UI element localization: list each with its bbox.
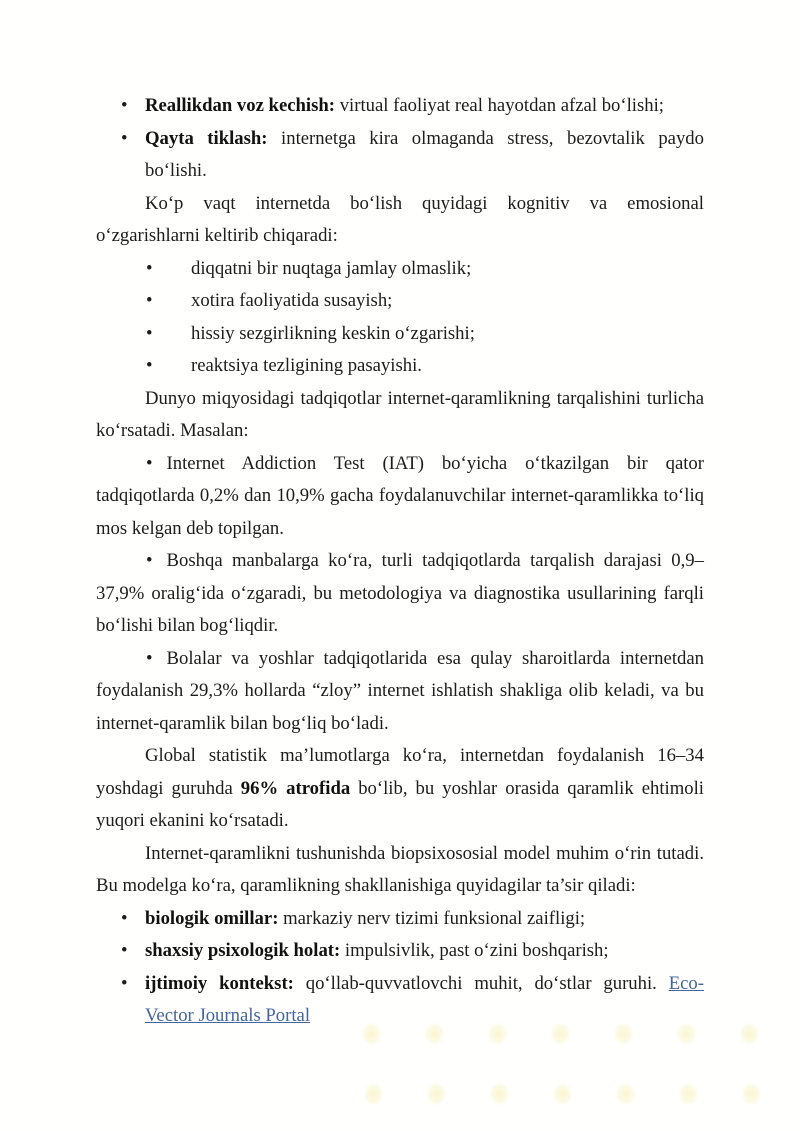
bullet-text: virtual faoliyat real hayotdan afzal bo‘lishi; <box>335 95 664 116</box>
paragraph-boshqa <box>96 545 704 643</box>
paragraph-iat <box>96 448 704 546</box>
bullet-text: hissiy sezgirlikning keskin o‘zgarishi; <box>191 322 475 344</box>
bullet-text: impulsivlik, past o‘zini boshqarish; <box>340 940 609 961</box>
list-item <box>96 968 704 1033</box>
bottom-bullet-list <box>96 903 704 1033</box>
list-item <box>96 90 704 123</box>
list-item <box>96 350 704 383</box>
bullet-marker: • <box>146 322 153 344</box>
list-item <box>96 935 704 968</box>
sub-bullet-list <box>96 253 704 383</box>
bullet-marker: • <box>121 907 128 929</box>
top-bullet-list <box>96 90 704 188</box>
list-item <box>96 285 704 318</box>
paragraph-bolalar <box>96 643 704 741</box>
list-item <box>96 903 704 936</box>
bullet-marker: • <box>146 647 153 669</box>
bullet-text: Boshqa manbalarga ko‘ra, turli tadqiqotlarda tarqalish darajasi 0,9–37,9% oralig‘ida o‘zgaradi, bu metodologiya va diagnostika usullarining farqli bo‘lishi bilan bog‘liqdir. <box>96 550 704 636</box>
bullet-term: Reallikdan voz kechish: <box>145 95 336 116</box>
bullet-marker: • <box>146 550 153 571</box>
bullet-text: reaktsiya tezligining pasayishi. <box>191 355 422 376</box>
bullet-marker: • <box>121 972 128 994</box>
scan-artifact-row <box>342 1072 787 1118</box>
bullet-term: biologik omillar: <box>145 907 279 929</box>
paragraph-text: bo‘lib, bu yoshlar orasida qaramlik ehtimoli yuqori ekanini ko‘rsatadi. <box>96 777 704 831</box>
bullet-text: markaziy nerv tizimi funksional zaifligi; <box>278 907 586 929</box>
bullet-marker: • <box>146 257 153 279</box>
document-body <box>96 90 704 1033</box>
bullet-text: xotira faoliyatida susayish; <box>191 290 393 311</box>
bullet-text: Bolalar va yoshlar tadqiqotlarida esa qulay sharoitlarda internetdan foydalanish 29,3% hollarda “zloy” internet ishlatish shakliga olib keladi, va bu internet-qaramlik bilan bog‘liq bo‘ladi. <box>96 647 704 734</box>
bullet-text: qo‘llab-quvvatlovchi muhit, do‘stlar guruhi. <box>293 972 669 994</box>
bullet-marker: • <box>146 452 153 474</box>
bullet-term: ijtimoiy kontekst: <box>145 972 294 994</box>
paragraph-kognitiv: Ko‘p vaqt internetda bo‘lish quyidagi kognitiv va emosional o‘zgarishlarni keltirib chiqaradi: <box>96 192 704 246</box>
bullet-text: internetga kira olmaganda stress, bezovtalik paydo bo‘lishi. <box>145 127 704 181</box>
list-item <box>96 253 704 286</box>
list-item <box>96 123 704 188</box>
paragraph-dunyo: Dunyo miqyosidagi tadqiqotlar internet-qaramlikning tarqalishini turlicha ko‘rsatadi. Masalan: <box>96 387 704 441</box>
bullet-marker: • <box>121 940 128 961</box>
bullet-marker: • <box>146 290 153 311</box>
paragraph-global <box>96 740 704 838</box>
bullet-marker: • <box>121 127 128 149</box>
paragraph-text: Global statistik ma’lumotlarga ko‘ra, internetdan foydalanish 16–34 yoshdagi guruhda <box>96 745 704 799</box>
paragraph-model: Internet-qaramlikni tushunishda biopsixososial model muhim o‘rin tutadi. Bu modelga ko‘ra, qaramlikning shakllanishiga quyidagilar ta’sir qiladi: <box>96 842 704 896</box>
emphasis-text: 96% atrofida <box>240 777 351 799</box>
bullet-term: Qayta tiklash: <box>145 127 268 149</box>
bullet-marker: • <box>121 95 128 116</box>
bullet-term: shaxsiy psixologik holat: <box>145 940 341 961</box>
eco-vector-journals-link[interactable]: Eco-Vector Journals Portal <box>145 972 704 1026</box>
bullet-marker: • <box>146 355 153 376</box>
bullet-text: Internet Addiction Test (IAT) bo‘yicha o‘tkazilgan bir qator tadqiqotlarda 0,2% dan 10,9% gacha foydalanuvchilar internet-qaramlikka to‘liq mos kelgan deb topilgan. <box>96 452 704 539</box>
list-item <box>96 318 704 351</box>
bullet-text: diqqatni bir nuqtaga jamlay olmaslik; <box>191 257 472 279</box>
